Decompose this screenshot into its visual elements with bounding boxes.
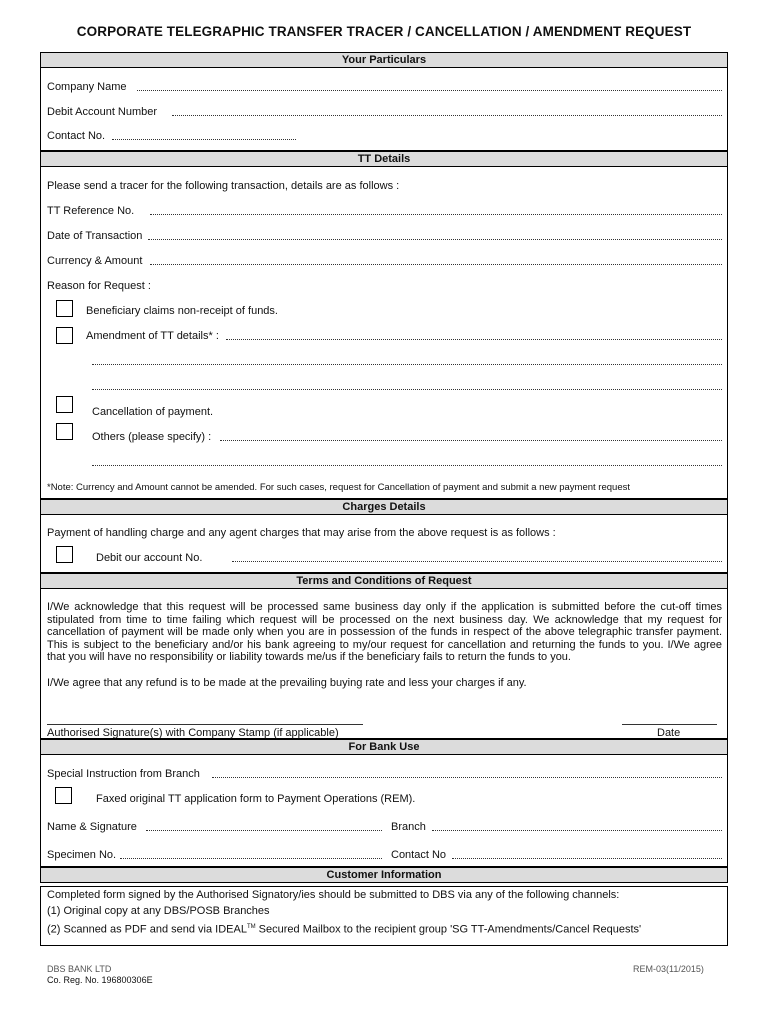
amendment-field-2[interactable] xyxy=(92,364,722,365)
signature-label: Authorised Signature(s) with Company Stamp (if applicable) xyxy=(47,727,339,739)
terms-paragraph-1: I/We acknowledge that this request will be processed same business day only if the application is submitted before the cut-off times stipulated from time to time failing which request will be processed on the next business day. We acknowledge that my request for cancellation of payment will be made only when you are in possession of the funds in respect of the above telegraphic transfer payment. This is subject to the beneficiary and/or his bank agreeing to my/our request for cancellation and returning the funds to you. I/We agree that you will have no responsibility or liability towards me/us if the beneficiary fails to return the funds to you. xyxy=(47,601,722,664)
footer-reg-no: Co. Reg. No. 196800306E xyxy=(47,975,153,985)
customer-info-line-2: (1) Original copy at any DBS/POSB Branches xyxy=(47,905,270,917)
bank-use-header: For Bank Use xyxy=(40,739,728,755)
debit-account-field[interactable] xyxy=(172,115,722,116)
specimen-no-label: Specimen No. xyxy=(47,849,117,861)
faxed-checkbox[interactable] xyxy=(55,787,72,804)
debit-our-account-label: Debit our account No. xyxy=(96,552,203,564)
tt-details-header: TT Details xyxy=(40,151,728,167)
amendment-field-1[interactable] xyxy=(226,339,722,340)
tt-reference-label: TT Reference No. xyxy=(47,205,135,217)
customer-info-header: Customer Information xyxy=(40,867,728,883)
nonreceipt-label: Beneficiary claims non-receipt of funds. xyxy=(86,305,278,317)
customer-info-line-3: (2) Scanned as PDF and send via IDEAL™ Secured Mailbox to the recipient group 'SG TT-Amendments/Cancel Requests' xyxy=(47,923,642,936)
reason-label: Reason for Request : xyxy=(47,280,151,292)
tt-reference-field[interactable] xyxy=(150,214,722,215)
footer-bank-name: DBS BANK LTD xyxy=(47,964,112,974)
terms-paragraph-2: I/We agree that any refund is to be made at the prevailing buying rate and less your charges if any. xyxy=(47,677,527,689)
charges-intro-text: Payment of handling charge and any agent charges that may arise from the above request is as follows : xyxy=(47,527,556,539)
company-name-label: Company Name xyxy=(47,81,127,93)
name-signature-field[interactable] xyxy=(146,830,382,831)
others-field-1[interactable] xyxy=(220,440,722,441)
amendment-field-3[interactable] xyxy=(92,389,722,390)
customer-info-line-1: Completed form signed by the Authorised Signatory/ies should be submitted to DBS via any of the following channels: xyxy=(47,889,620,901)
date-label: Date xyxy=(657,727,681,739)
footer-form-code: REM-03(11/2015) xyxy=(633,964,704,974)
cancellation-label: Cancellation of payment. xyxy=(92,406,214,418)
tt-details-section xyxy=(40,151,728,499)
special-instruction-label: Special Instruction from Branch xyxy=(47,768,200,780)
amendment-note: *Note: Currency and Amount cannot be amended. For such cases, request for Cancellation of payment and submit a new payment request xyxy=(47,482,630,493)
others-field-2[interactable] xyxy=(92,465,722,466)
others-checkbox[interactable] xyxy=(56,423,73,440)
amendment-label: Amendment of TT details* : xyxy=(86,330,219,342)
tt-intro-text: Please send a tracer for the following transaction, details are as follows : xyxy=(47,180,400,192)
debit-account-checkbox[interactable] xyxy=(56,546,73,563)
others-label: Others (please specify) : xyxy=(92,431,212,443)
charges-header: Charges Details xyxy=(40,499,728,515)
date-line[interactable] xyxy=(622,724,717,725)
contact-no-field[interactable] xyxy=(112,139,296,140)
bank-contact-no-label: Contact No xyxy=(391,849,447,861)
particulars-header: Your Particulars xyxy=(40,52,728,68)
bank-contact-no-field[interactable] xyxy=(452,858,722,859)
branch-label: Branch xyxy=(391,821,426,833)
branch-field[interactable] xyxy=(432,830,722,831)
faxed-label: Faxed original TT application form to Payment Operations (REM). xyxy=(96,793,416,805)
specimen-no-field[interactable] xyxy=(120,858,382,859)
currency-amount-field[interactable] xyxy=(150,264,722,265)
cancellation-checkbox[interactable] xyxy=(56,396,73,413)
currency-amount-label: Currency & Amount xyxy=(47,255,143,267)
special-instruction-field[interactable] xyxy=(212,777,722,778)
transaction-date-label: Date of Transaction xyxy=(47,230,143,242)
contact-no-label: Contact No. xyxy=(47,130,106,142)
name-signature-label: Name & Signature xyxy=(47,821,137,833)
debit-account-label: Debit Account Number xyxy=(47,106,158,118)
debit-our-account-field[interactable] xyxy=(232,561,722,562)
form-title: CORPORATE TELEGRAPHIC TRANSFER TRACER / CANCELLATION / AMENDMENT REQUEST xyxy=(76,24,692,39)
transaction-date-field[interactable] xyxy=(148,239,722,240)
nonreceipt-checkbox[interactable] xyxy=(56,300,73,317)
signature-line[interactable] xyxy=(47,724,363,725)
company-name-field[interactable] xyxy=(137,90,722,91)
terms-header: Terms and Conditions of Request xyxy=(40,573,728,589)
amendment-checkbox[interactable] xyxy=(56,327,73,344)
